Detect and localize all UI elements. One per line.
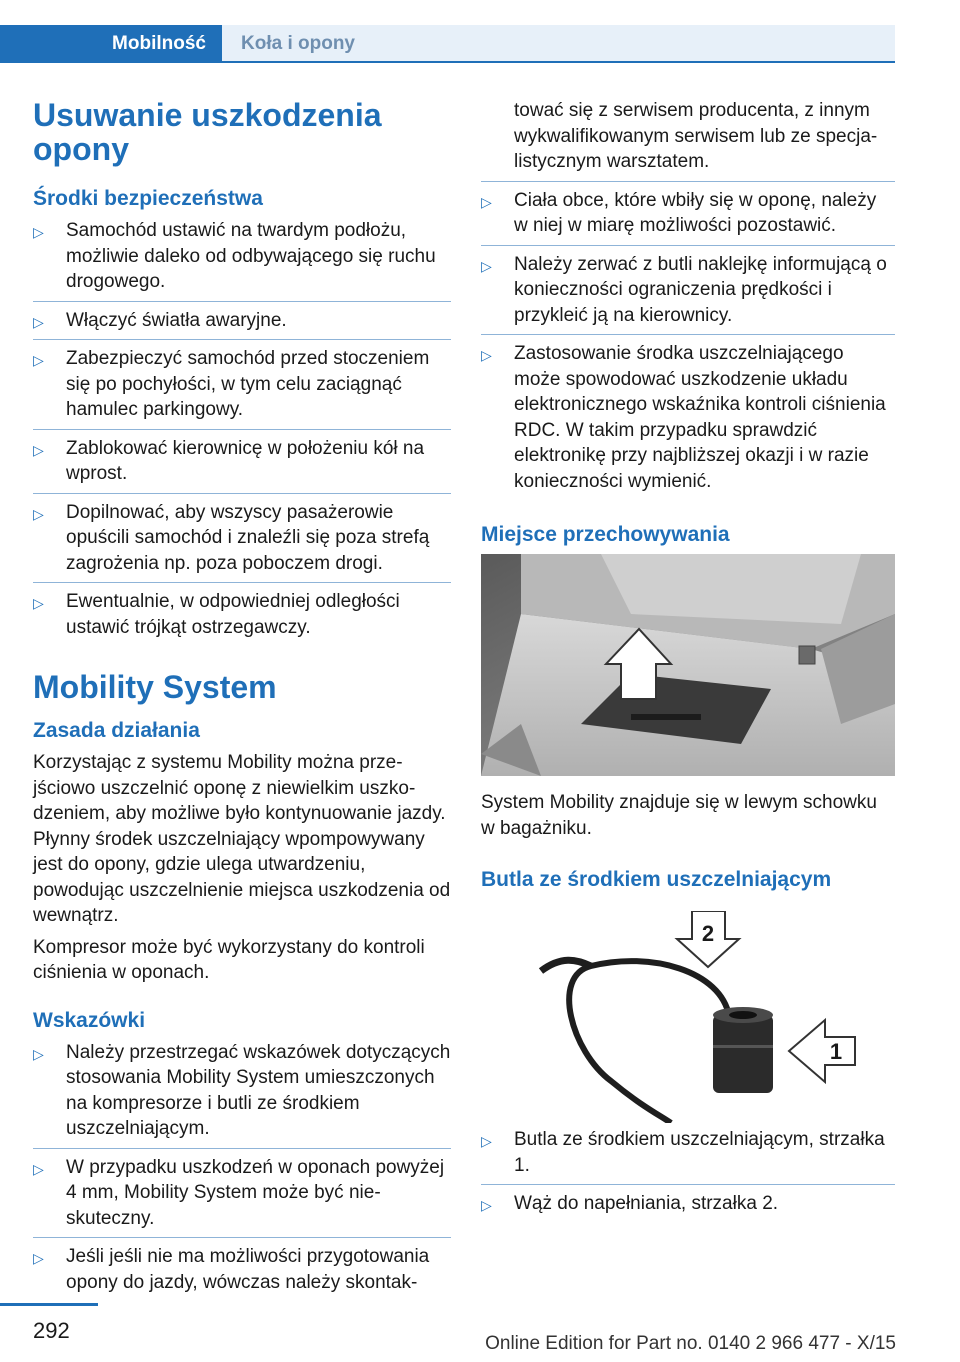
triangle-bullet-icon: ▷ (33, 1160, 44, 1177)
arrow-1-icon (789, 1020, 855, 1082)
hose-line (569, 961, 729, 1123)
list-item: ▷ Dopilnować, aby wszyscy pasażerowie opuścili samochód i znaleźli się poza strefą zagrożenia np. poza poboczem drogi. (33, 500, 451, 584)
mobility-title: Mobility System (33, 669, 277, 705)
storage-heading: Miejsce przechowywania (481, 523, 730, 546)
list-item: ▷ Należy zerwać z butli naklejkę informującą o konieczności ograniczenia prędkości i przykleić ją na kierownicy. (481, 252, 895, 336)
list-item: ▷ Zablokować kierownicę w położeniu kół na wprost. (33, 436, 451, 494)
safety-list (33, 218, 451, 646)
svg-text:2: 2 (701, 921, 715, 946)
edition-text: Online Edition for Part no. 0140 2 966 477 - X/15 (485, 1333, 896, 1354)
list-item: ▷ Samochód ustawić na twardym podłożu, możliwie daleko od odbywającego się ruchu drogowego. (33, 218, 451, 302)
right-column (481, 98, 895, 1229)
footer-rule (0, 1303, 98, 1306)
triangle-bullet-icon: ▷ (33, 1045, 44, 1062)
triangle-bullet-icon: ▷ (481, 1133, 492, 1149)
bottle-body (713, 1015, 773, 1093)
triangle-bullet-icon: ▷ (481, 257, 492, 274)
triangle-bullet-icon: ▷ (33, 595, 44, 611)
left-column (33, 98, 451, 1307)
list-item: ▷ Wąż do napełniania, strzałka 2. (481, 1191, 895, 1223)
list-item: ▷ Butla ze środkiem uszczelniającym, strzałka 1. (481, 1127, 895, 1185)
triangle-bullet-icon: ▷ (33, 352, 44, 368)
list-item: ▷ Włączyć światła awaryjne. (33, 308, 451, 341)
principle-paragraph: Korzystając z systemu Mobility można przejściowo uszczelnić oponę z niewielkim uszkodzeniem, aby możliwe było kontynuowanie jazdy. Płynny środek uszczelniający wpompowywany jest do opony, gdzie ulega utwardzeniu, powodując uszczelnienie miejsca uszkodzenia od wewnątrz. (33, 752, 451, 926)
section-label: Mobilność (112, 33, 206, 54)
bottle-heading: Butla ze środkiem uszczelniającym (481, 868, 832, 891)
safety-heading: Środki bezpieczeństwa (33, 187, 263, 210)
header-rule (0, 61, 895, 63)
sealant-bottle-diagram (481, 911, 895, 1123)
triangle-bullet-icon: ▷ (481, 347, 492, 363)
subsection-tab (222, 25, 895, 61)
triangle-bullet-icon: ▷ (481, 193, 492, 210)
triangle-bullet-icon: ▷ (481, 1197, 492, 1213)
list-item: ▷ Zastosowanie środka uszczelniającego może spowodować uszkodzenie układu elektronicznego wskaźnika kontroli ciśnienia RDC. W takim przypadku sprawdzić elektronikę przy najbliższej okazji i w razie konieczności wymienić. (481, 343, 886, 492)
list-item: ▷ Ciała obce, które wbiły się w oponę, należy w niej w miarę możliwości pozostawić. (481, 188, 895, 246)
triangle-bullet-icon: ▷ (33, 441, 44, 458)
triangle-bullet-icon: ▷ (33, 313, 44, 330)
list-item: ▷ Ewentualnie, w odpowiedniej odległości ustawić trójkąt ostrzegawczy. (33, 591, 400, 638)
triangle-bullet-icon: ▷ (33, 224, 44, 240)
triangle-bullet-icon: ▷ (33, 1250, 44, 1266)
list-item: ▷ Zabezpieczyć samochód przed stoczeniem się po pochyłości, w tym celu zaciągnąć hamulec parkingowy. (33, 346, 451, 430)
arrow-2-icon (677, 911, 739, 967)
trunk-storage-photo (481, 554, 895, 776)
list-item: ▷ Należy przestrzegać wskazówek dotyczących stosowania Mobility System umieszczonych na kompresorze i butli ze środkiem uszczelniającym. (33, 1040, 451, 1149)
storage-caption: System Mobility znajduje się w lewym schowku w bagażniku. (481, 792, 877, 839)
notes-heading: Wskazówki (33, 1008, 146, 1032)
notes-list (33, 1040, 451, 1302)
section-tab (0, 25, 222, 63)
page-header (0, 25, 895, 63)
notes-list-continued (481, 188, 895, 501)
bottle-list (481, 1127, 895, 1223)
subsection-label: Koła i opony (241, 33, 355, 54)
compressor-paragraph: Kompresor może być wykorzystany do kontroli ciśnienia w oponach. (33, 936, 425, 983)
svg-text:1: 1 (829, 1039, 843, 1064)
page-title: Usuwanie uszkodzenia opony (33, 97, 382, 167)
list-continuation: tować się z serwisem producenta, z innym wykwalifikowanym serwisem lub ze specjalistycznym warsztatem. (481, 98, 895, 182)
principle-heading: Zasada działania (33, 719, 200, 742)
triangle-bullet-icon: ▷ (33, 505, 44, 522)
list-item: ▷ Jeśli jeśli nie ma możliwości przygotowania opony do jazdy, wówczas należy skontak- (33, 1246, 430, 1293)
list-item: ▷ W przypadku uszkodzeń w oponach powyżej 4 mm, Mobility System może być nieskuteczny. (33, 1155, 451, 1239)
page-number: 292 (33, 1318, 70, 1343)
